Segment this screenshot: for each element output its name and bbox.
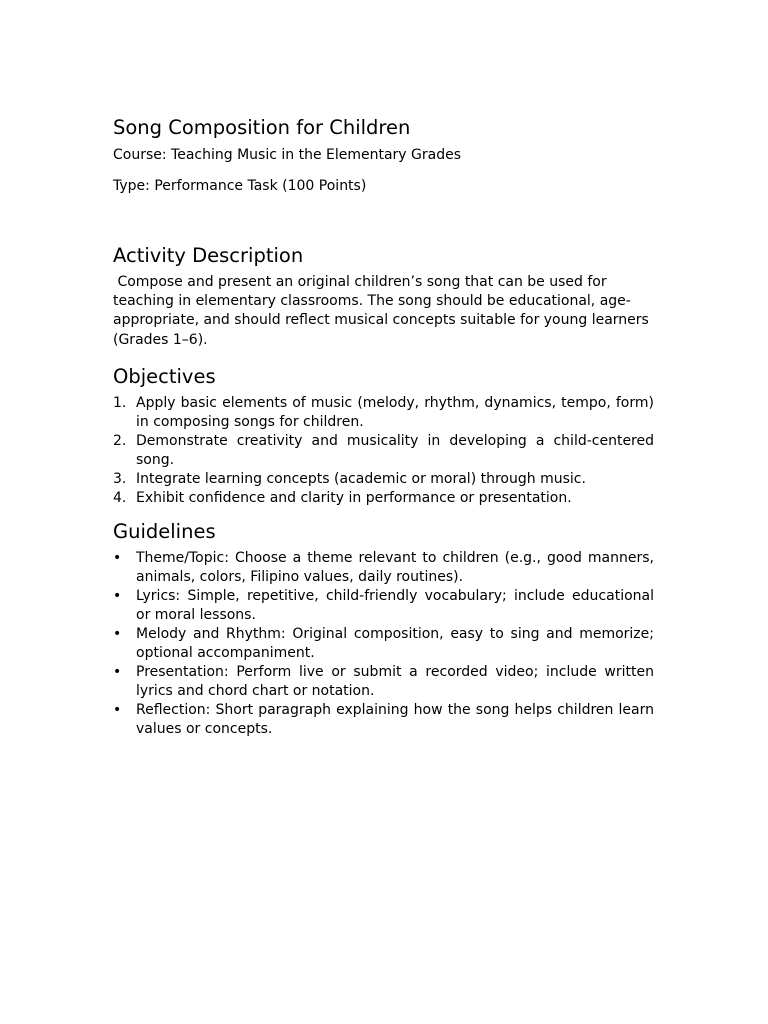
bullet-icon: • (113, 625, 122, 642)
objective-item (113, 432, 654, 470)
objectives-heading: Objectives (113, 364, 216, 388)
course-line: Course: Teaching Music in the Elementary Grades (113, 147, 462, 163)
guideline-text: Melody and Rhythm: Original composition, easy to sing and memorize; optional accompaniment. (136, 625, 654, 661)
guideline-item (113, 587, 654, 625)
document-title: Song Composition for Children (113, 116, 411, 139)
objective-number: 4. (113, 489, 127, 506)
bullet-icon: • (113, 701, 122, 718)
guideline-text: Lyrics: Simple, repetitive, child-friendly vocabulary; include educational or moral lessons. (136, 587, 654, 623)
guideline-item (113, 549, 654, 587)
guidelines-list (113, 549, 654, 739)
guideline-item (113, 701, 654, 739)
objective-text: Demonstrate creativity and musicality in developing a child-centered song. (136, 432, 654, 468)
guidelines-heading: Guidelines (113, 519, 216, 543)
document-page (113, 115, 654, 739)
guideline-item (113, 663, 654, 701)
activity-heading: Activity Description (113, 244, 304, 267)
objective-number: 3. (113, 470, 127, 487)
guideline-text: Reflection: Short paragraph explaining how the song helps children learn values or concepts. (136, 701, 654, 737)
objective-text: Exhibit confidence and clarity in performance or presentation. (136, 489, 572, 506)
objective-item (113, 394, 654, 432)
bullet-icon: • (113, 663, 122, 680)
guideline-text: Theme/Topic: Choose a theme relevant to children (e.g., good manners, animals, colors, Filipino values, daily routines). (136, 549, 654, 585)
guideline-text: Presentation: Perform live or submit a recorded video; include written lyrics and chord chart or notation. (136, 663, 654, 699)
bullet-icon: • (113, 549, 122, 566)
objective-text: Apply basic elements of music (melody, rhythm, dynamics, tempo, form) in composing songs for children. (136, 394, 654, 430)
type-line: Type: Performance Task (100 Points) (113, 178, 367, 194)
objectives-list (113, 394, 654, 508)
objective-number: 1. (113, 394, 127, 411)
bullet-icon: • (113, 587, 122, 604)
objective-text: Integrate learning concepts (academic or moral) through music. (136, 470, 586, 487)
objective-item (113, 489, 654, 508)
guideline-item (113, 625, 654, 663)
objective-item (113, 470, 654, 489)
objective-number: 2. (113, 432, 127, 449)
activity-description: Compose and present an original children’s song that can be used for teaching in elementary classrooms. The song should be educational, age-appropriate, and should reflect musical concepts suitable for young learners (Grades 1–6). (113, 274, 654, 348)
